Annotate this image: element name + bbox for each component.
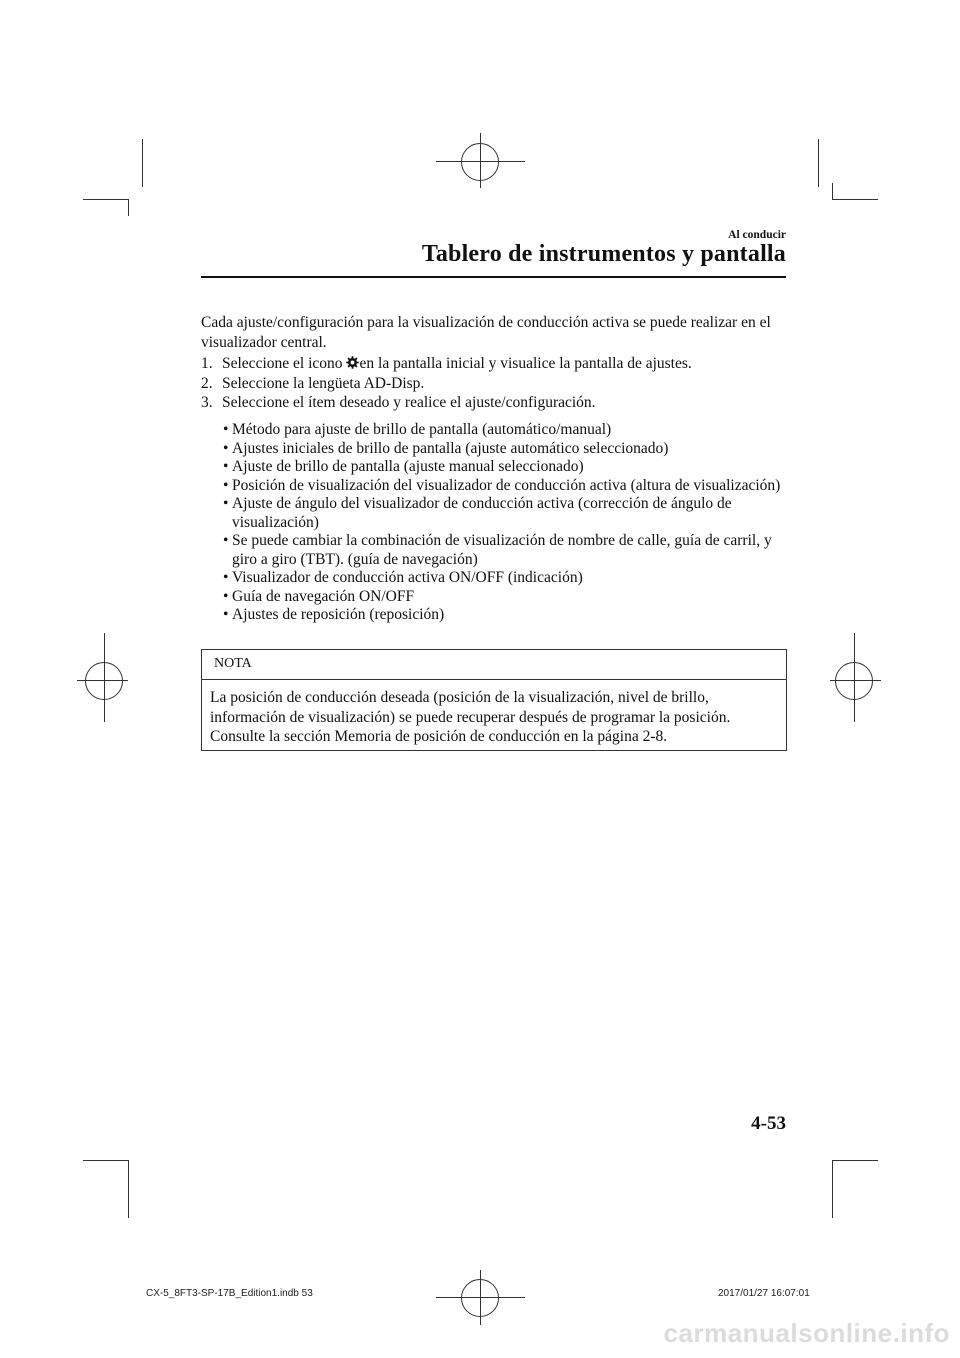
- watermark: carmanualsonline.info: [663, 1318, 950, 1348]
- note-header: [202, 650, 786, 680]
- bullet-text: Ajuste de brillo de pantalla (ajuste manual seleccionado): [232, 458, 584, 475]
- bullet-text: Ajuste de ángulo del visualizador de conducción activa (corrección de ángulo de visualización): [232, 495, 732, 531]
- list-item: [223, 588, 789, 607]
- step-text: Seleccione la lengüeta AD-Disp.: [222, 374, 425, 392]
- bullet-text: Ajustes iniciales de brillo de pantalla (ajuste automático seleccionado): [232, 439, 669, 457]
- bullet-text: Guía de navegación ON/OFF: [232, 587, 415, 605]
- list-item: [223, 606, 789, 625]
- list-item: [223, 440, 789, 459]
- section-label: Al conducir: [728, 229, 786, 241]
- settings-bullet-list: [223, 421, 789, 625]
- bullet-text: Se puede cambiar la combinación de visualización de nombre de calle, guía de carril, y giro a giro (TBT). (guía de navegación): [232, 532, 772, 568]
- note-label: NOTA: [214, 656, 252, 671]
- footer-file-info: CX-5_8FT3-SP-17B_Edition1.indb 53: [146, 1288, 313, 1299]
- bullet-text: Visualizador de conducción activa ON/OFF (indicación): [232, 569, 583, 586]
- note-text: La posición de conducción deseada (posición de la visualización, nivel de brillo, información de visualización) se puede recuperar después de programar la posición. Consulte la sección Memoria de posición de conducción en la página 2-8.: [210, 689, 731, 745]
- bullet-marker: •: [223, 606, 229, 623]
- gear-icon: [346, 356, 359, 369]
- bullet-marker: •: [223, 439, 229, 457]
- page-number: 4-53: [751, 1113, 786, 1134]
- bullet-marker: •: [223, 532, 229, 549]
- bullet-text: Posición de visualización del visualizador de conducción activa (altura de visualización): [232, 476, 781, 494]
- step-number: 3.: [201, 394, 213, 411]
- list-item: [223, 458, 789, 477]
- list-item: [223, 477, 789, 496]
- bullet-marker: •: [223, 421, 229, 438]
- bullet-text: Ajustes de reposición (reposición): [232, 606, 445, 623]
- step-number: 1.: [201, 355, 213, 372]
- list-item: [201, 374, 787, 394]
- steps-list: [201, 354, 787, 413]
- list-item: [201, 354, 787, 374]
- note-box: [201, 649, 787, 751]
- list-item: [223, 532, 789, 569]
- step-number: 2.: [201, 374, 213, 392]
- list-item: [223, 495, 789, 532]
- footer-timestamp: 2017/01/27 16:07:01: [718, 1288, 810, 1299]
- page-title: Tablero de instrumentos y pantalla: [421, 241, 786, 267]
- title-divider: [201, 276, 786, 278]
- list-item: [201, 393, 787, 413]
- list-item: [223, 421, 789, 440]
- bullet-marker: •: [223, 495, 229, 512]
- step-text-after-icon: en la pantalla inicial y visualice la pantalla de ajustes.: [359, 355, 692, 372]
- bullet-marker: •: [223, 587, 229, 605]
- bullet-marker: •: [223, 458, 229, 475]
- step-text-before-icon: Seleccione el icono: [222, 355, 343, 372]
- intro-paragraph: Cada ajuste/configuración para la visualización de conducción activa se puede realizar en el visualizador central.: [201, 314, 771, 351]
- bullet-marker: •: [223, 476, 229, 494]
- step-text: Seleccione el ítem deseado y realice el ajuste/configuración.: [222, 394, 596, 411]
- bullet-text: Método para ajuste de brillo de pantalla (automático/manual): [232, 421, 612, 438]
- bullet-marker: •: [223, 569, 229, 586]
- list-item: [223, 569, 789, 588]
